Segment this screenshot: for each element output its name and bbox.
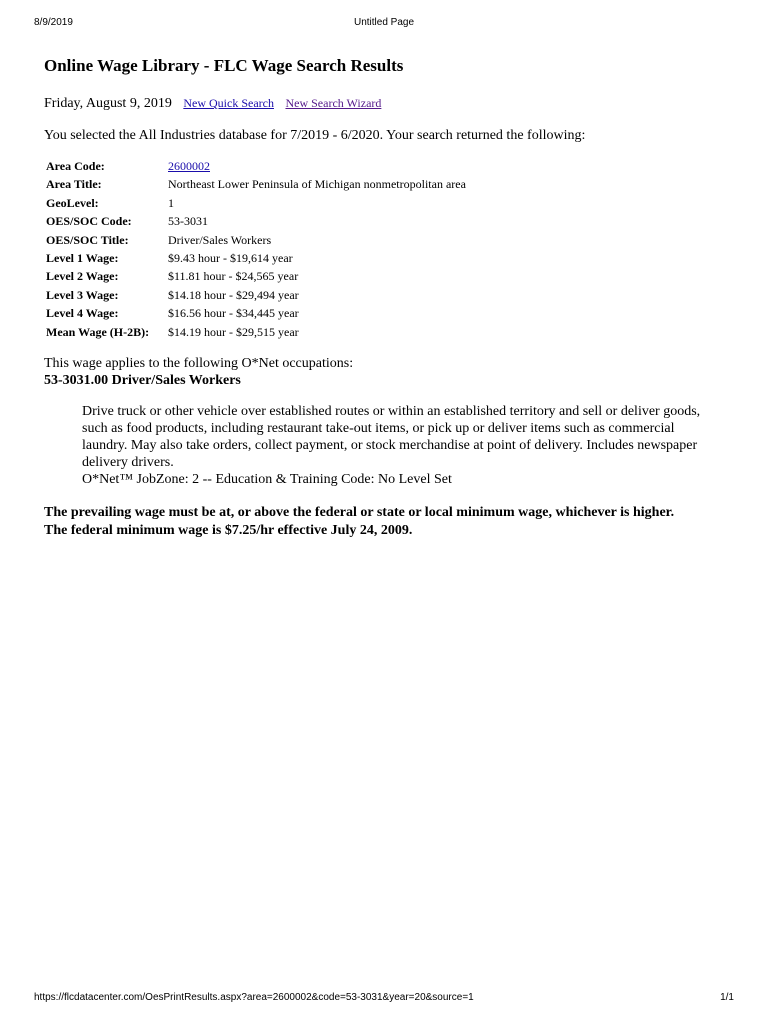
level-1-wage-label: Level 1 Wage:: [46, 250, 119, 265]
soc-code-label: OES/SOC Code:: [46, 214, 132, 229]
mean-wage-label: Mean Wage (H-2B):: [46, 324, 150, 339]
table-row: [44, 213, 466, 231]
soc-title-value: Driver/Sales Workers: [168, 232, 272, 247]
mean-wage-value: $14.19 hour - $29,515 year: [168, 324, 299, 339]
table-row: [44, 176, 466, 194]
level-2-wage-label: Level 2 Wage:: [46, 269, 119, 284]
level-3-wage-value: $14.18 hour - $29,494 year: [168, 287, 299, 302]
print-url: https://flcdatacenter.com/OesPrintResults.aspx?area=2600002&code=53-3031&year=20&source=1: [34, 992, 474, 1003]
soc-code-value: 53-3031: [168, 214, 208, 229]
occupation-description: Drive truck or other vehicle over established routes or within an established territory and sell or deliver goods, such as food products, including restaurant take-out items, or pick up or deliver items such as commercial laundry. May also take orders, collect payment, or stock merchandise at point of delivery. Includes newspaper delivery drivers.: [82, 403, 701, 470]
current-date: Friday, August 9, 2019: [44, 96, 172, 111]
print-date: 8/9/2019: [34, 17, 73, 28]
wage-results-table: [44, 158, 466, 342]
geolevel-value: 1: [168, 195, 174, 210]
level-4-wage-value: $16.56 hour - $34,445 year: [168, 306, 299, 321]
jobzone-line: O*Net™ JobZone: 2 -- Education & Training Code: No Level Set: [82, 471, 452, 487]
main-content: [44, 54, 744, 540]
area-title-label: Area Title:: [46, 177, 102, 192]
table-row: [44, 305, 466, 323]
minimum-wage-notice: [44, 504, 744, 540]
level-3-wage-label: Level 3 Wage:: [46, 287, 119, 302]
table-row: [44, 232, 466, 250]
new-quick-search-link[interactable]: New Quick Search: [183, 96, 274, 110]
table-row: [44, 195, 466, 213]
area-title-value: Northeast Lower Peninsula of Michigan nonmetropolitan area: [168, 177, 466, 192]
print-page-title: Untitled Page: [353, 17, 415, 28]
geolevel-label: GeoLevel:: [46, 195, 99, 210]
table-row: [44, 158, 466, 176]
level-2-wage-value: $11.81 hour - $24,565 year: [168, 269, 299, 284]
table-row: [44, 250, 466, 268]
soc-title-label: OES/SOC Title:: [46, 232, 129, 247]
page-count: 1/1: [720, 992, 734, 1003]
database-selection-text: You selected the All Industries database for 7/2019 - 6/2020. Your search returned the following:: [44, 128, 586, 143]
area-code-label: Area Code:: [46, 159, 105, 173]
area-code-link[interactable]: 2600002: [168, 159, 210, 173]
table-row: [44, 268, 466, 286]
table-row: [44, 324, 466, 342]
level-1-wage-value: $9.43 hour - $19,614 year: [168, 250, 293, 265]
occupation-title: 53-3031.00 Driver/Sales Workers: [44, 372, 241, 388]
page-title: Online Wage Library - FLC Wage Search Results: [44, 56, 404, 75]
level-4-wage-label: Level 4 Wage:: [46, 306, 119, 321]
date-line: [44, 93, 744, 114]
onet-intro: This wage applies to the following O*Net occupations:: [44, 355, 354, 371]
notice-line-1: The prevailing wage must be at, or above the federal or state or local minimum wage, whichever is higher.: [44, 504, 675, 520]
notice-line-2: The federal minimum wage is $7.25/hr effective July 24, 2009.: [44, 522, 413, 538]
new-search-wizard-link[interactable]: New Search Wizard: [285, 96, 382, 110]
table-row: [44, 287, 466, 305]
